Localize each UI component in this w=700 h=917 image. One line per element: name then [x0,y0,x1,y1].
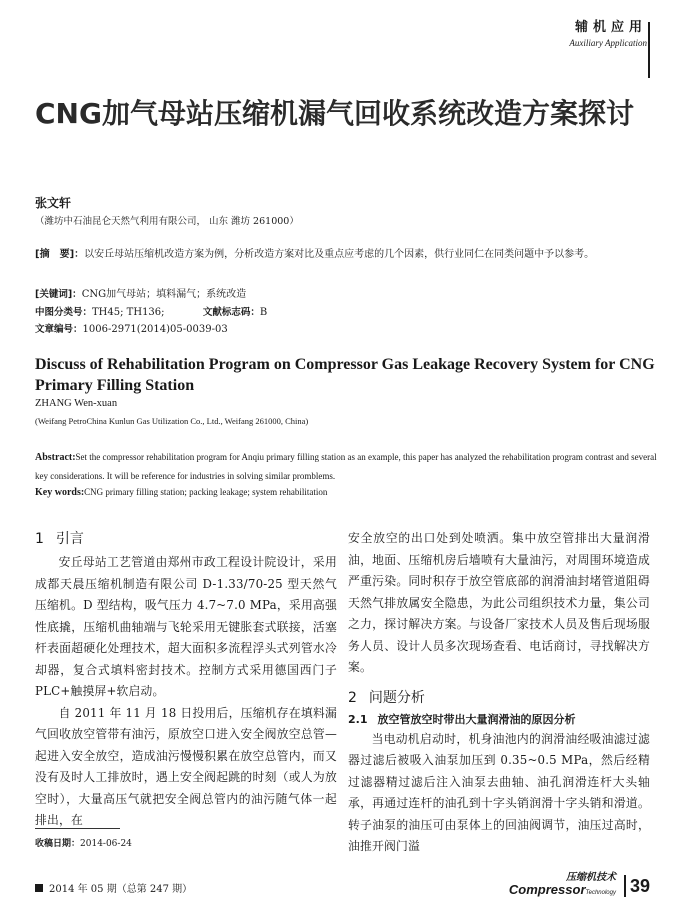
section-2-heading [348,687,650,709]
footer-issue [35,880,192,895]
author-zh: 张文轩 [35,196,72,210]
body-column-right [348,528,650,858]
running-header [569,20,647,49]
abstract-en [35,448,665,486]
section-1-paragraph-2: 自 2011 年 11 月 18 日投用后，压缩机存在填料漏气回收放空管带有油污，原放空口进入安全阀放空总管—起进入安全放空，造成油污慢慢积累在放空总管内，而又没有及时人工排放时，遇上安全阀起跳的时刻（或人为放空时），大量高压气就把安全阀总管内的油污随气体一起排出，在 [35,705,337,827]
footnote-divider [35,828,120,829]
classification-label: 中图分类号： [35,307,93,318]
section-2-number: 2 [348,689,357,706]
article-number-value: 1006-2971(2014)05-0039-03 [82,324,228,335]
article-number [35,323,228,337]
doc-code-label: 文献标志码： [202,307,260,318]
footer-divider [624,875,626,897]
affiliation-en: (Weifang PetroChina Kunlun Gas Utilization Co., Ltd., Weifang 261000, China) [35,416,309,426]
body-column-left [35,528,337,832]
article-title-zh: CNG加气母站压缩机漏气回收系统改造方案探讨 [35,97,634,130]
classification [35,306,267,320]
article-number-label: 文章编号： [35,324,83,335]
doc-code-value: B [259,307,268,318]
author-en: ZHANG Wen-xuan [35,398,118,409]
subsection-2-1-title: 放空管放空时带出大量润滑油的原因分析 [377,712,576,726]
footer-issue-text: 2014 年 05 期（总第 247 期） [49,884,193,895]
page-number: 39 [629,875,650,896]
section-1-paragraph-1: 安丘母站工艺管道由郑州市政工程设计院设计，采用成都天晨压缩机制造有限公司 D-1.33/70-25 型天然气压缩机。D 型结构，吸气压力 4.7~7.0 MPa，采用高强性底撬，压缩机曲轴端与飞轮采用无键胀套式联接，活塞杆表面超硬化处理技术，超大面积多流程浮头式列管水冷却器，复合式填料密封技术。控制方式采用德国西门子 PLC+触摸屏+软启动。 [35,555,337,698]
abstract-zh-label: [摘 要]： [35,249,85,260]
header-divider [648,22,650,78]
section-2-paragraph-1: 当电动机启动时，机身油池内的润滑油经吸油滤过滤器过滤后被吸入油泵加压到 0.35~0.5 MPa，然后经精过滤器精过滤后注入油泵去曲轴、油孔润滑连杆大头轴承，再通过连杆的油孔到十字头销润滑十字头销和滑道。转子油泵的油压可由泵体上的回油阀调节，油压过高时，油推开阀门溢 [348,731,650,853]
header-zh: 辅机应用 [574,20,647,35]
keywords-en-label: Key words: [35,487,85,498]
section-2-title: 问题分析 [368,689,425,706]
abstract-zh-text: 以安丘母站压缩机改造方案为例，分析改造方案对比及重点应考虑的几个因素，供行业同仁在同类问题中予以参考。 [84,249,595,260]
keywords-zh [35,288,246,302]
keywords-zh-label: [关键词]： [35,289,82,300]
affiliation-zh: （潍坊中石油昆仑天然气利用有限公司， 山东 潍坊 261000） [35,216,299,227]
header-en: Auxiliary Application [569,38,647,48]
classification-value: TH45; TH136; [92,307,165,318]
square-bullet-icon [35,884,43,892]
article-title-en: Discuss of Rehabilitation Program on Compressor Gas Leakage Recovery System for CNG Primary Filling Station [35,356,655,394]
received-date [35,836,132,849]
subsection-2-1-heading [348,711,650,729]
keywords-zh-text: CNG加气母站；填料漏气；系统改造 [81,289,247,300]
footer-journal [509,872,650,900]
section-1-paragraph-3: 安全放空的出口处到处喷洒。集中放空管排出大量润滑油，地面、压缩机房后墙喷有大量油污，对周围环境造成严重污染。同时积存于放空管底部的润滑油封堵管道阻碍天然气排放属安全隐患，为此公司组织技术力量，集公司之力，探讨解决方案。与设备厂家技术人员及售后现场服务人员、设计人员多次现场查看、电话商讨，寻找解决方案。 [348,531,650,674]
abstract-zh [35,245,665,264]
received-date-label: 收稿日期： [35,839,81,849]
keywords-en-text: CNG primary filling station; packing leakage; system rehabilitation [84,487,328,497]
section-1-number: 1 [35,531,44,547]
journal-logo-en: CompressorTechnology [508,882,616,897]
abstract-en-text: Set the compressor rehabilitation program for Anqiu primary filling station as an example, this paper has analyzed the rehabilitation program contrast and several key considerations. It will be reference for industries in solving similar promblems. [35,452,657,481]
section-1-heading [35,528,337,550]
subsection-2-1-number: 2.1 [348,712,368,726]
received-date-value: 2014-06-24 [80,839,132,849]
abstract-en-label: Abstract: [35,452,76,463]
journal-logo [509,872,616,900]
journal-logo-zh: 压缩机技术 [565,872,616,883]
section-1-title: 引言 [55,531,84,547]
keywords-en [35,487,665,498]
